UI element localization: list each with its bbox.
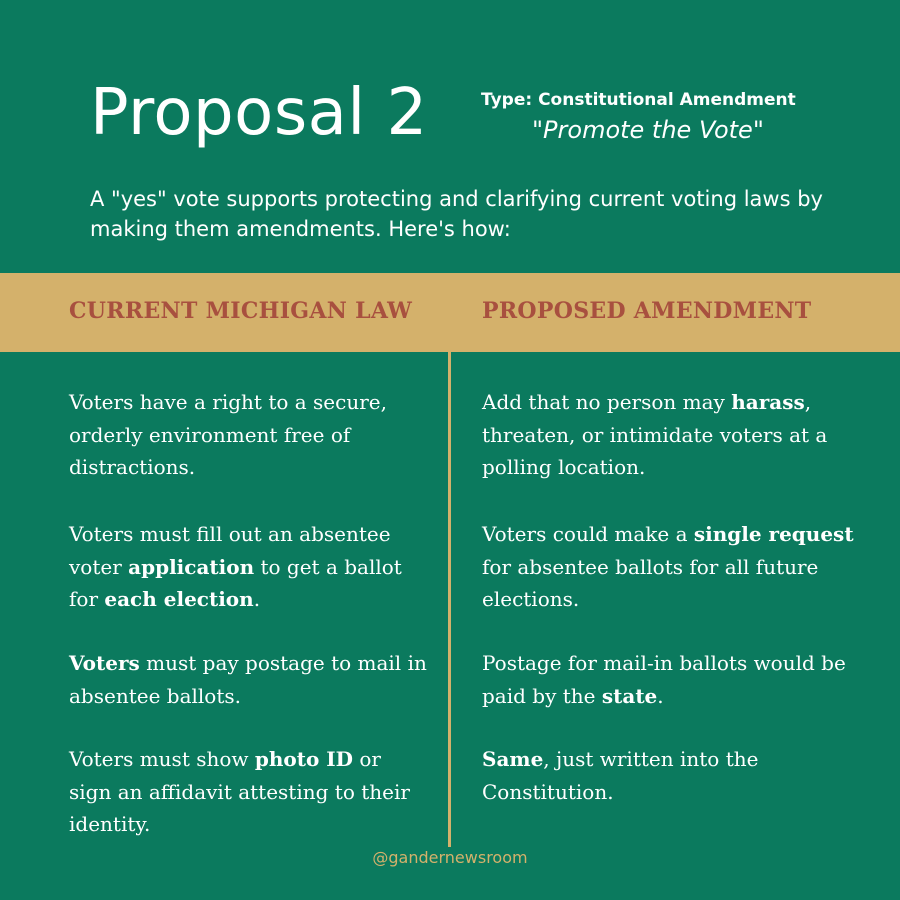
column-header-current-law: CURRENT MICHIGAN LAW xyxy=(69,298,413,324)
current-law-cell-4: Voters must show photo ID or sign an affidavit attesting to their identity. xyxy=(69,747,410,836)
proposed-amendment-cell-3: Postage for mail-in ballots would be paid by the state. xyxy=(482,651,846,708)
page-title: Proposal 2 xyxy=(90,76,428,150)
current-law-cell-3: Voters must pay postage to mail in absentee ballots. xyxy=(69,651,427,708)
proposed-amendment-cell-2: Voters could make a single request for absentee ballots for all future elections. xyxy=(482,522,854,611)
proposed-amendment-cell-4: Same, just written into the Constitution. xyxy=(482,747,759,804)
proposed-amendment-cell-1: Add that no person may harass, threaten, or intimidate voters at a polling location. xyxy=(482,390,828,479)
proposal-nickname: "Promote the Vote" xyxy=(532,116,764,144)
social-handle: @gandernewsroom xyxy=(372,848,528,867)
current-law-cell-1: Voters have a right to a secure, orderly environment free of distractions. xyxy=(69,390,387,479)
column-header-proposed-amendment: PROPOSED AMENDMENT xyxy=(482,298,812,324)
intro-text: A "yes" vote supports protecting and clarifying current voting laws by making them amendments. Here's how: xyxy=(90,187,823,241)
amendment-type: Type: Constitutional Amendment xyxy=(481,90,796,110)
column-divider xyxy=(448,352,451,847)
current-law-cell-2: Voters must fill out an absentee voter application to get a ballot for each election. xyxy=(69,522,402,611)
